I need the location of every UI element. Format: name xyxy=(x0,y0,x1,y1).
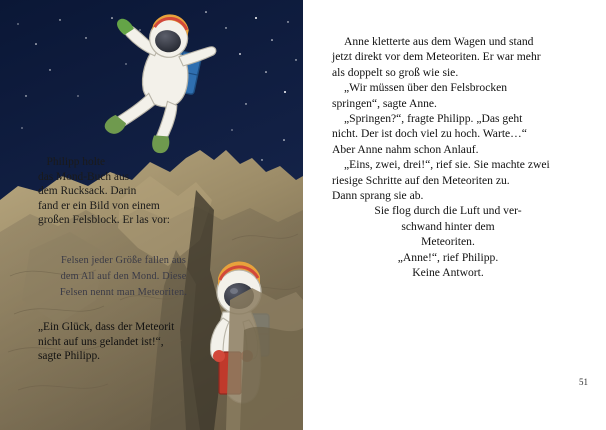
text-line: Aber Anne nahm schon Anlauf. xyxy=(332,142,479,156)
right-page-text xyxy=(332,34,564,281)
text-line: das Mond-Buch aus xyxy=(38,170,130,183)
left-paragraph-one xyxy=(38,155,178,228)
text-line: dem All auf den Mond. Diese xyxy=(60,270,187,282)
text-line: „Eins, zwei, drei!“, rief sie. Sie machte zwei xyxy=(344,158,550,172)
paragraph-4 xyxy=(332,157,564,203)
text-line: „Wir müssen über den Felsbrocken xyxy=(344,81,508,95)
text-line: dem Rucksack. Darin xyxy=(38,185,137,198)
text-line: Meteoriten. xyxy=(421,235,475,249)
text-line: springen“, sagte Anne. xyxy=(332,96,437,110)
text-line: schwand hinter dem xyxy=(401,219,495,233)
text-line: jetzt direkt vor dem Meteoriten. Er war mehr xyxy=(332,50,541,64)
text-line: nicht. Der ist doch viel zu hoch. Warte…“ xyxy=(332,127,527,141)
book-quote-block xyxy=(41,253,206,301)
page-number: 51 xyxy=(579,377,588,387)
text-line: als doppelt so groß wie sie. xyxy=(332,65,459,79)
text-line: Felsen jeder Größe fallen aus xyxy=(60,255,186,266)
text-line: riesige Schritte auf den Meteoriten zu. xyxy=(332,173,510,187)
text-line: Sie flog durch die Luft und ver- xyxy=(374,204,522,218)
text-line: „Ein Glück, dass der Meteorit xyxy=(38,321,175,333)
text-line: Keine Antwort. xyxy=(412,266,484,280)
paragraph-5 xyxy=(332,203,564,249)
paragraph-2 xyxy=(332,80,564,111)
text-line: „Springen?“, fragte Philipp. „Das geht xyxy=(344,112,523,126)
text-line: großen Felsblock. Er las vor: xyxy=(38,214,170,227)
text-line: fand er ein Bild von einem xyxy=(38,199,160,212)
paragraph-3 xyxy=(332,111,564,157)
text-line: Dann sprang sie ab. xyxy=(332,189,424,203)
text-line: Felsen nennt man Meteoriten. xyxy=(59,286,188,298)
text-line: Anne kletterte aus dem Wagen und stand xyxy=(344,35,534,48)
text-line: „Anne!“, rief Philipp. xyxy=(397,250,499,264)
text-line: sagte Philipp. xyxy=(38,350,101,363)
text-line: nicht auf uns gelandet ist!“, xyxy=(38,335,164,348)
paragraph-1 xyxy=(332,34,564,80)
left-paragraph-two xyxy=(38,320,198,364)
paragraph-6 xyxy=(332,250,564,281)
text-line: Philipp holte xyxy=(38,156,106,168)
